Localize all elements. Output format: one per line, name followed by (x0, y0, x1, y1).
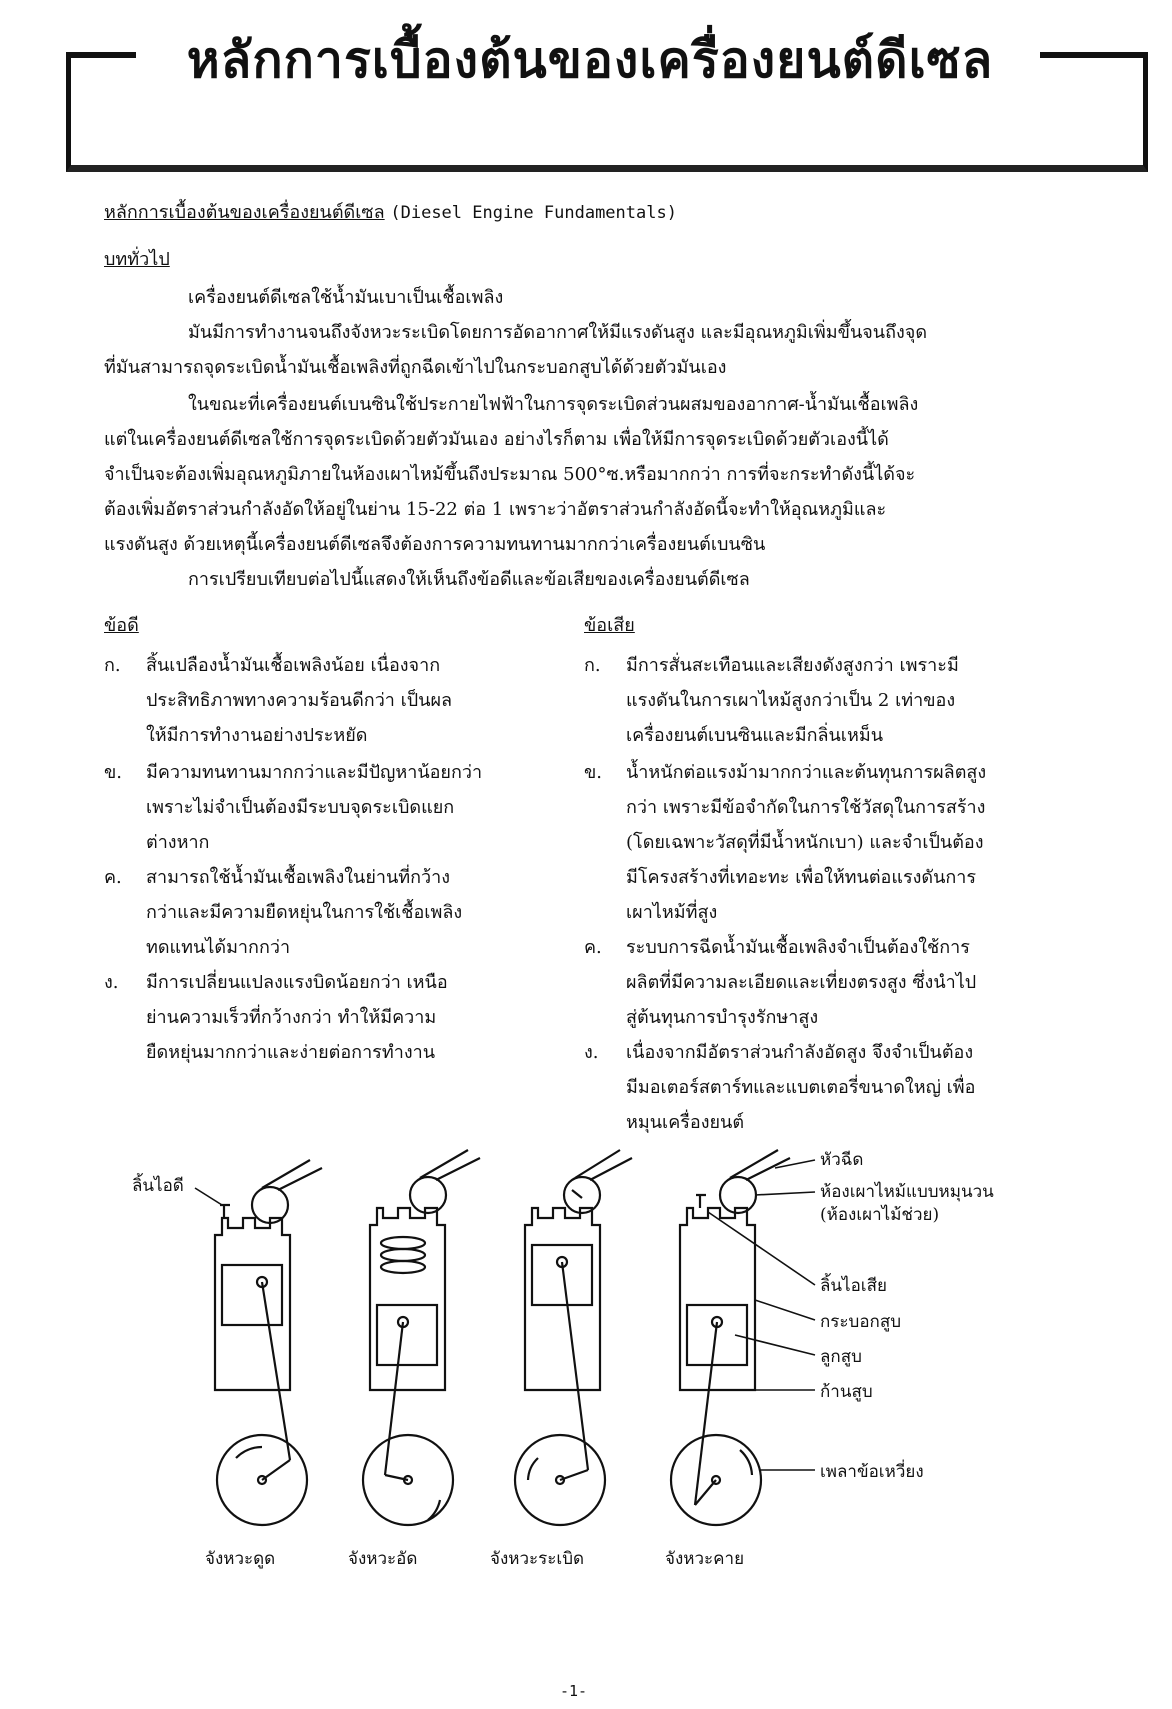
advantage-line: ย่านความเร็วที่กว้างกว่า ทำให้มีความ (146, 1007, 437, 1028)
paragraph-line: ในขณะที่เครื่องยนต์เบนซินใช้ประกายไฟฟ้าในการจุดระเบิดส่วนผสมของอากาศ-น้ำมันเชื้อเพลิง (188, 394, 919, 415)
advantage-line: ประสิทธิภาพทางความร้อนดีกว่า เป็นผล (146, 690, 453, 711)
disadvantage-line: เครื่องยนต์เบนซินและมีกลิ่นเหม็น (626, 725, 883, 746)
advantage-line: ให้มีการทำงานอย่างประหยัด (146, 725, 368, 746)
disadvantage-letter: ข. (584, 762, 603, 783)
disadvantage-line: น้ำหนักต่อแรงม้ามากกว่าและต้นทุนการผลิตสูง (626, 762, 987, 783)
paragraph-line: จำเป็นจะต้องเพิ่มอุณหภูมิภายในห้องเผาไหม้ขึ้นถึงประมาณ 500°ซ.หรือมากกว่า การที่จะกระทำดังนี้ได้จะ (104, 464, 916, 485)
disadvantage-line: เนื่องจากมีอัตราส่วนกำลังอัดสูง จึงจำเป็นต้อง (626, 1042, 974, 1063)
advantage-line: สิ้นเปลืองน้ำมันเชื้อเพลิงน้อย เนื่องจาก (146, 655, 441, 676)
paragraph-line: ต้องเพิ่มอัตราส่วนกำลังอัดให้อยู่ในย่าน 15-22 ต่อ 1 เพราะว่าอัตราส่วนกำลังอัดนี้จะทำให้อุณหภูมิและ (104, 499, 887, 520)
advantage-line: กว่าและมีความยืดหยุ่นในการใช้เชื้อเพลิง (146, 902, 463, 923)
engine-intake (215, 1160, 322, 1525)
label-intake-valve: ลิ้นไอดี (132, 1176, 184, 1196)
stroke-label-intake: จังหวะดูด (205, 1549, 276, 1569)
label-injector: หัวฉีด (820, 1150, 864, 1170)
paragraph-line: มันมีการทำงานจนถึงจังหวะระเบิดโดยการอัดอากาศให้มีแรงดันสูง และมีอุณหภูมิเพิ่มขึ้นจนถึงจุด (188, 322, 928, 343)
label-piston: ลูกสูบ (820, 1347, 862, 1367)
advantage-line: เพราะไม่จำเป็นต้องมีระบบจุดระเบิดแยก (146, 797, 455, 818)
engine-exhaust (671, 1150, 790, 1525)
page-number: -1- (560, 1682, 588, 1700)
paragraph-line: แรงดันสูง ด้วยเหตุนี้เครื่องยนต์ดีเซลจึงต้องการความทนทานมากกว่าเครื่องยนต์เบนซิน (104, 534, 766, 555)
advantage-letter: ค. (104, 867, 122, 888)
section-subheading: บททั่วไป (104, 249, 170, 270)
paragraph-line: การเปรียบเทียบต่อไปนี้แสดงให้เห็นถึงข้อดีและข้อเสียของเครื่องยนต์ดีเซล (188, 569, 750, 590)
disadvantage-letter: ก. (584, 655, 601, 676)
engine-power (515, 1150, 632, 1525)
disadvantage-letter: ง. (584, 1042, 599, 1063)
disadvantage-line: มีการสั่นสะเทือนและเสียงดังสูงกว่า เพราะมี (626, 655, 959, 676)
disadvantage-line: ผลิตที่มีความละเอียดและเที่ยงตรงสูง ซึ่งนำไป (626, 972, 977, 993)
label-cylinder: กระบอกสูบ (820, 1312, 902, 1332)
advantage-letter: ง. (104, 972, 119, 993)
disadvantage-line: แรงดันในการเผาไหม้สูงกว่าเป็น 2 เท่าของ (626, 690, 956, 711)
disadvantage-line: กว่า เพราะมีข้อจำกัดในการใช้วัสดุในการสร้าง (626, 797, 986, 818)
disadvantage-line: มีโครงสร้างที่เทอะทะ เพื่อให้ทนต่อแรงดันการ (626, 867, 977, 888)
label-swirl-chamber-alt: (ห้องเผาไม้ช่วย) (820, 1205, 940, 1225)
paragraph-line: ที่มันสามารถจุดระเบิดน้ำมันเชื้อเพลิงที่ถูกฉีดเข้าไปในกระบอกสูบได้ด้วยตัวมันเอง (104, 357, 727, 378)
advantage-letter: ข. (104, 762, 123, 783)
label-crankshaft: เพลาข้อเหวี่ยง (820, 1462, 924, 1482)
section-title: หลักการเบื้องต้นของเครื่องยนต์ดีเซล (104, 202, 385, 223)
advantage-line: ยืดหยุ่นมากกว่าและง่ายต่อการทำงาน (146, 1042, 436, 1063)
disadvantage-line: มีมอเตอร์สตาร์ทและแบตเตอรี่ขนาดใหญ่ เพื่อ (626, 1077, 976, 1098)
engine-compression (363, 1150, 480, 1525)
disadvantage-line: หมุนเครื่องยนต์ (626, 1112, 745, 1133)
paragraph-line: แต่ในเครื่องยนต์ดีเซลใช้การจุดระเบิดด้วยตัวมันเอง อย่างไรก็ตาม เพื่อให้มีการจุดระเบิดด้วยตัวเองนี้ได้ (104, 429, 889, 450)
section-title-en: (Diesel Engine Fundamentals) (390, 203, 677, 223)
advantage-line: สามารถใช้น้ำมันเชื้อเพลิงในย่านที่กว้าง (146, 867, 451, 888)
advantages-heading: ข้อดี (104, 615, 139, 636)
disadvantage-line: เผาไหม้ที่สูง (626, 902, 718, 923)
disadvantage-line: ระบบการฉีดน้ำมันเชื้อเพลิงจำเป็นต้องใช้การ (626, 937, 970, 958)
advantage-line: ทดแทนได้มากกว่า (146, 937, 291, 958)
disadvantage-line: (โดยเฉพาะวัสดุที่มีน้ำหนักเบา) และจำเป็นต้อง (626, 832, 984, 853)
stroke-label-compression: จังหวะอัด (348, 1549, 418, 1569)
disadvantages-heading: ข้อเสีย (584, 615, 635, 636)
advantage-line: มีการเปลี่ยนแปลงแรงบิดน้อยกว่า เหนือ (146, 972, 448, 993)
label-connecting-rod: ก้านสูบ (820, 1382, 873, 1402)
disadvantage-letter: ค. (584, 937, 602, 958)
advantage-line: ต่างหาก (146, 832, 210, 853)
label-exhaust-valve: ลิ้นไอเสีย (820, 1276, 887, 1296)
advantage-letter: ก. (104, 655, 121, 676)
paragraph-line: เครื่องยนต์ดีเซลใช้น้ำมันเบาเป็นเชื้อเพลิง (188, 287, 504, 308)
disadvantage-line: สู่ต้นทุนการบำรุงรักษาสูง (626, 1007, 819, 1028)
stroke-label-exhaust: จังหวะคาย (665, 1549, 745, 1569)
stroke-label-power: จังหวะระเบิด (490, 1549, 585, 1569)
label-swirl-chamber: ห้องเผาไหม้แบบหมุนวน (820, 1182, 994, 1202)
advantage-line: มีความทนทานมากกว่าและมีปัญหาน้อยกว่า (146, 762, 483, 783)
page-title: หลักการเบื้องต้นของเครื่องยนต์ดีเซล (150, 28, 1030, 92)
